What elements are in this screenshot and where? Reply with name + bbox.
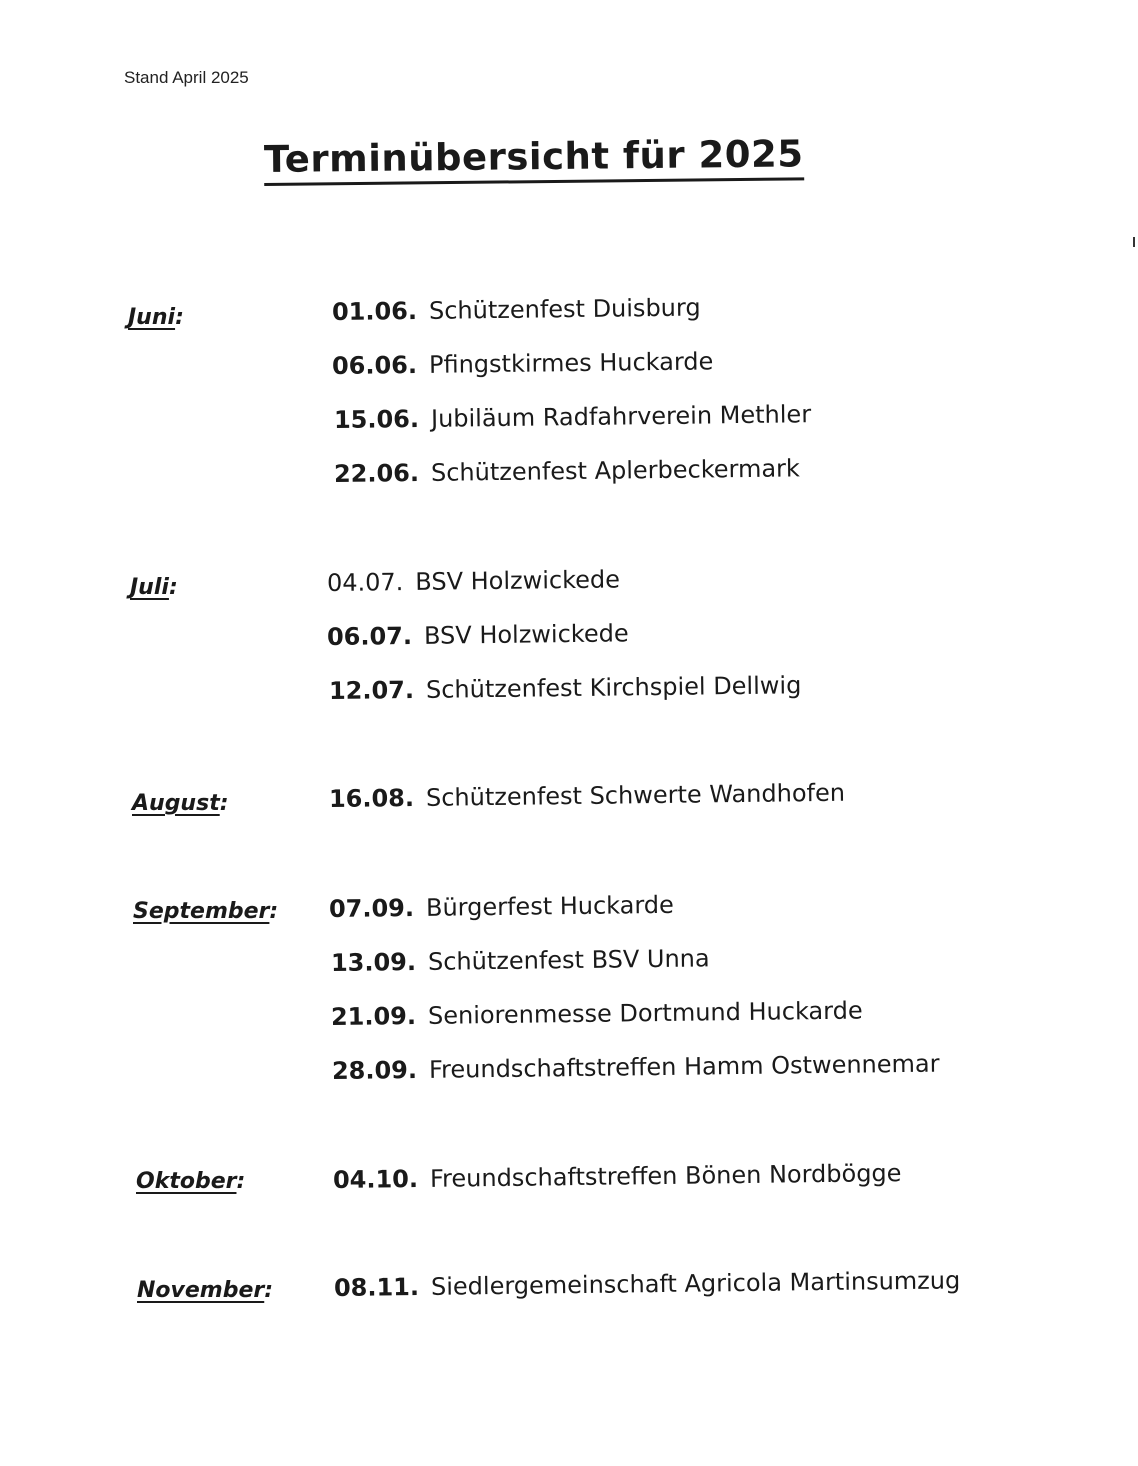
event-row xyxy=(327,619,629,651)
event-date: 06.07. xyxy=(326,621,413,651)
event-row xyxy=(329,671,802,705)
month-colon: : xyxy=(175,305,184,330)
event-date: 07.09. xyxy=(328,893,415,923)
month-label-juli xyxy=(130,575,178,600)
month-name: August xyxy=(132,791,220,816)
event-date: 06.06. xyxy=(331,350,418,380)
event-name: Schützenfest Duisburg xyxy=(428,293,701,325)
event-row xyxy=(334,1266,961,1302)
event-date: 13.09. xyxy=(330,947,417,977)
event-row xyxy=(332,1050,940,1085)
event-row xyxy=(333,1159,902,1194)
event-date: 08.11. xyxy=(333,1272,420,1302)
month-label-juni xyxy=(128,305,184,330)
event-row xyxy=(327,565,620,597)
event-name: Schützenfest Kirchspiel Dellwig xyxy=(425,671,802,704)
event-name: Schützenfest Schwerte Wandhofen xyxy=(425,778,846,812)
event-row xyxy=(334,454,800,488)
month-label-august xyxy=(132,791,229,816)
event-date: 12.07. xyxy=(328,675,415,705)
event-row xyxy=(332,293,701,326)
event-date: 15.06. xyxy=(333,404,420,434)
event-name: Jubiläum Radfahrverein Methler xyxy=(430,400,812,433)
event-row xyxy=(331,997,863,1031)
event-date: 16.08. xyxy=(328,783,415,813)
event-date: 04.10. xyxy=(332,1164,419,1194)
month-name: Juli xyxy=(130,575,169,600)
event-name: Freundschaftstreffen Hamm Ostwennemar xyxy=(428,1049,940,1084)
event-row xyxy=(334,400,811,434)
event-date: 21.09. xyxy=(330,1001,417,1031)
month-colon: : xyxy=(236,1169,246,1194)
month-colon: : xyxy=(269,899,279,924)
scan-mark xyxy=(1133,237,1135,247)
month-name: September xyxy=(133,899,270,924)
event-name: Freundschaftstreffen Bönen Nordbögge xyxy=(429,1159,902,1193)
event-row xyxy=(331,944,710,977)
event-date: 01.06. xyxy=(331,296,418,326)
month-colon: : xyxy=(168,575,178,600)
event-row xyxy=(329,891,674,923)
event-name: BSV Holzwickede xyxy=(423,619,629,650)
event-name: Siedlergemeinschaft Agricola Martinsumzug xyxy=(430,1266,961,1301)
event-row xyxy=(332,347,714,380)
event-name: Bürgerfest Huckarde xyxy=(425,890,675,922)
page-title: Terminübersicht für 2025 xyxy=(264,132,804,186)
month-name: Oktober xyxy=(136,1169,237,1194)
event-name: Schützenfest Aplerbeckermark xyxy=(430,454,801,487)
month-label-oktober xyxy=(136,1169,245,1194)
month-name: Juni xyxy=(128,305,176,330)
event-name: Pfingstkirmes Huckarde xyxy=(428,347,714,379)
month-name: November xyxy=(137,1278,265,1303)
month-colon: : xyxy=(219,791,229,816)
event-date: 28.09. xyxy=(331,1055,418,1085)
month-label-november xyxy=(137,1278,273,1303)
month-label-september xyxy=(133,899,278,924)
document-status: Stand April 2025 xyxy=(124,68,249,87)
event-name: Seniorenmesse Dortmund Huckarde xyxy=(427,996,863,1030)
event-row xyxy=(329,779,845,813)
event-name: BSV Holzwickede xyxy=(415,565,621,596)
event-date: 04.07. xyxy=(326,568,404,597)
event-name: Schützenfest BSV Unna xyxy=(427,944,710,976)
month-colon: : xyxy=(264,1278,274,1303)
event-date: 22.06. xyxy=(333,458,420,488)
